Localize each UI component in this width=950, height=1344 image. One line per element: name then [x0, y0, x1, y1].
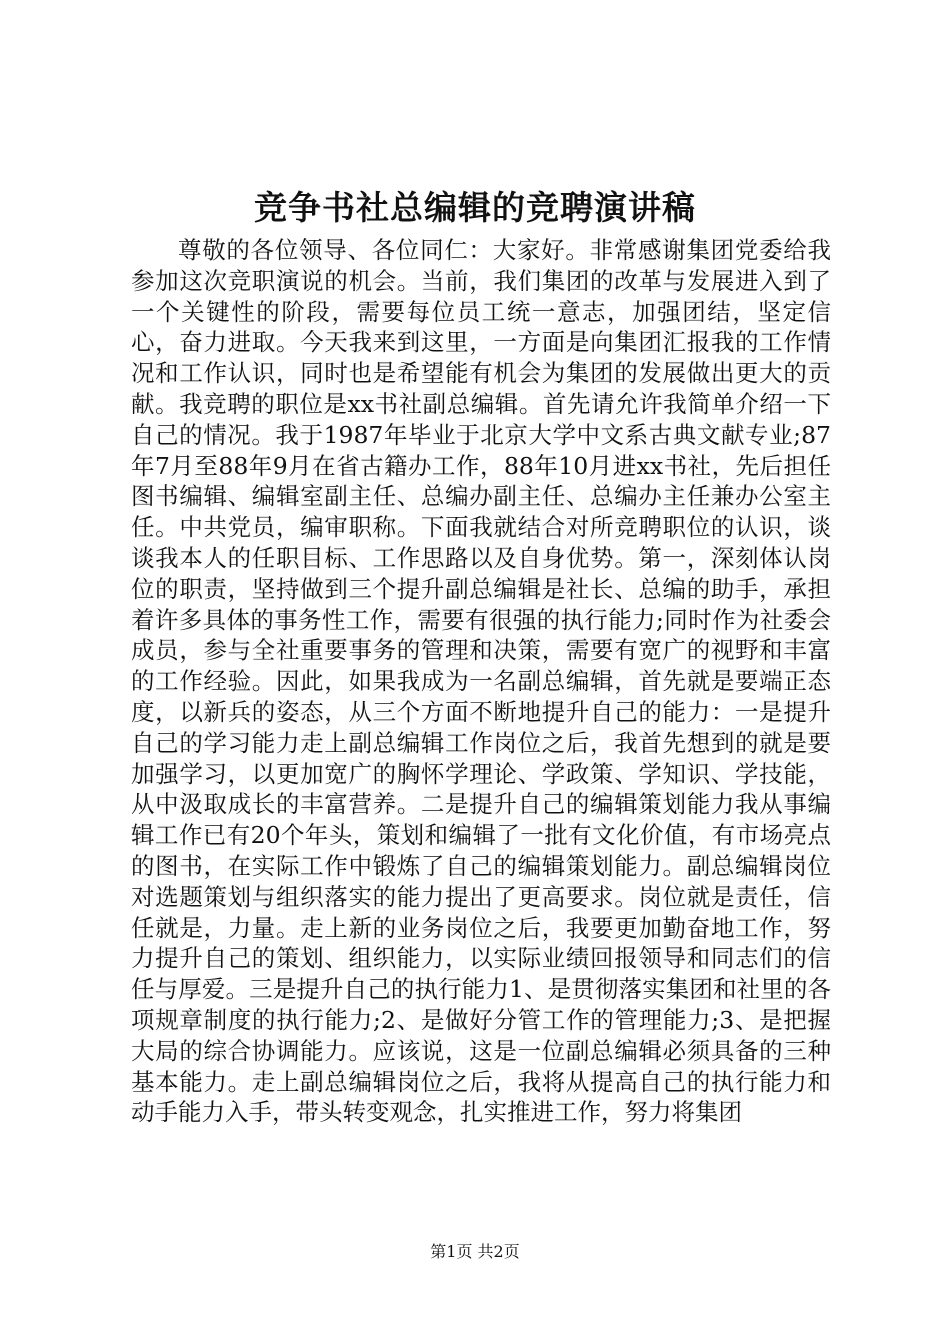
page-number-footer: 第1页 共2页	[430, 1242, 520, 1261]
document-title: 竞争书社总编辑的竞聘演讲稿	[254, 188, 696, 227]
document-body-paragraph: 尊敬的各位领导、各位同仁：大家好。非常感谢集团党委给我参加这次竞职演说的机会。当前，我们集团的改革与发展进入到了一个关键性的阶段，需要每位员工统一意志，加强团结，坚定信心，奋力进取。今天我来到这里，一方面是向集团汇报我的工作情况和工作认识，同时也是希望能有机会为集团的发展做出更大的贡献。我竞聘的职位是xx书社副总编辑。首先请允许我简单介绍一下自己的情况。我于1987年毕业于北京大学中文系古典文献专业;87年7月至88年9月在省古籍办工作，88年10月进xx书社，先后担任图书编辑、编辑室副主任、总编办副主任、总编办主任兼办公室主任。中共党员，编审职称。下面我就结合对所竞聘职位的认识，谈谈我本人的任职目标、工作思路以及自身优势。第一，深刻体认岗位的职责，坚持做到三个提升副总编辑是社长、总编的助手，承担着许多具体的事务性工作，需要有很强的执行能力;同时作为社委会成员，参与全社重要事务的管理和决策，需要有宽广的视野和丰富的工作经验。因此，如果我成为一名副总编辑，首先就是要端正态度，以新兵的姿态，从三个方面不断地提升自己的能力：一是提升自己的学习能力走上副总编辑工作岗位之后，我首先想到的就是要加强学习，以更加宽广的胸怀学理论、学政策、学知识、学技能，从中汲取成长的丰富营养。二是提升自己的编辑策划能力我从事编辑工作已有20个年头，策划和编辑了一批有文化价值，有市场亮点的图书，在实际工作中锻炼了自己的编辑策划能力。副总编辑岗位对选题策划与组织落实的能力提出了更高要求。岗位就是责任，信任就是，力量。走上新的业务岗位之后，我要更加勤奋地工作，努力提升自己的策划、组织能力，以实际业绩回报领导和同志们的信任与厚爱。三是提升自己的执行能力1、是贯彻落实集团和社里的各项规章制度的执行能力;2、是做好分管工作的管理能力;3、是把握大局的综合协调能力。应该说，这是一位副总编辑必须具备的三种基本能力。走上副总编辑岗位之后，我将从提高自己的执行能力和动手能力入手，带头转变观念，扎实推进工作，努力将集团	[131, 236, 831, 1127]
